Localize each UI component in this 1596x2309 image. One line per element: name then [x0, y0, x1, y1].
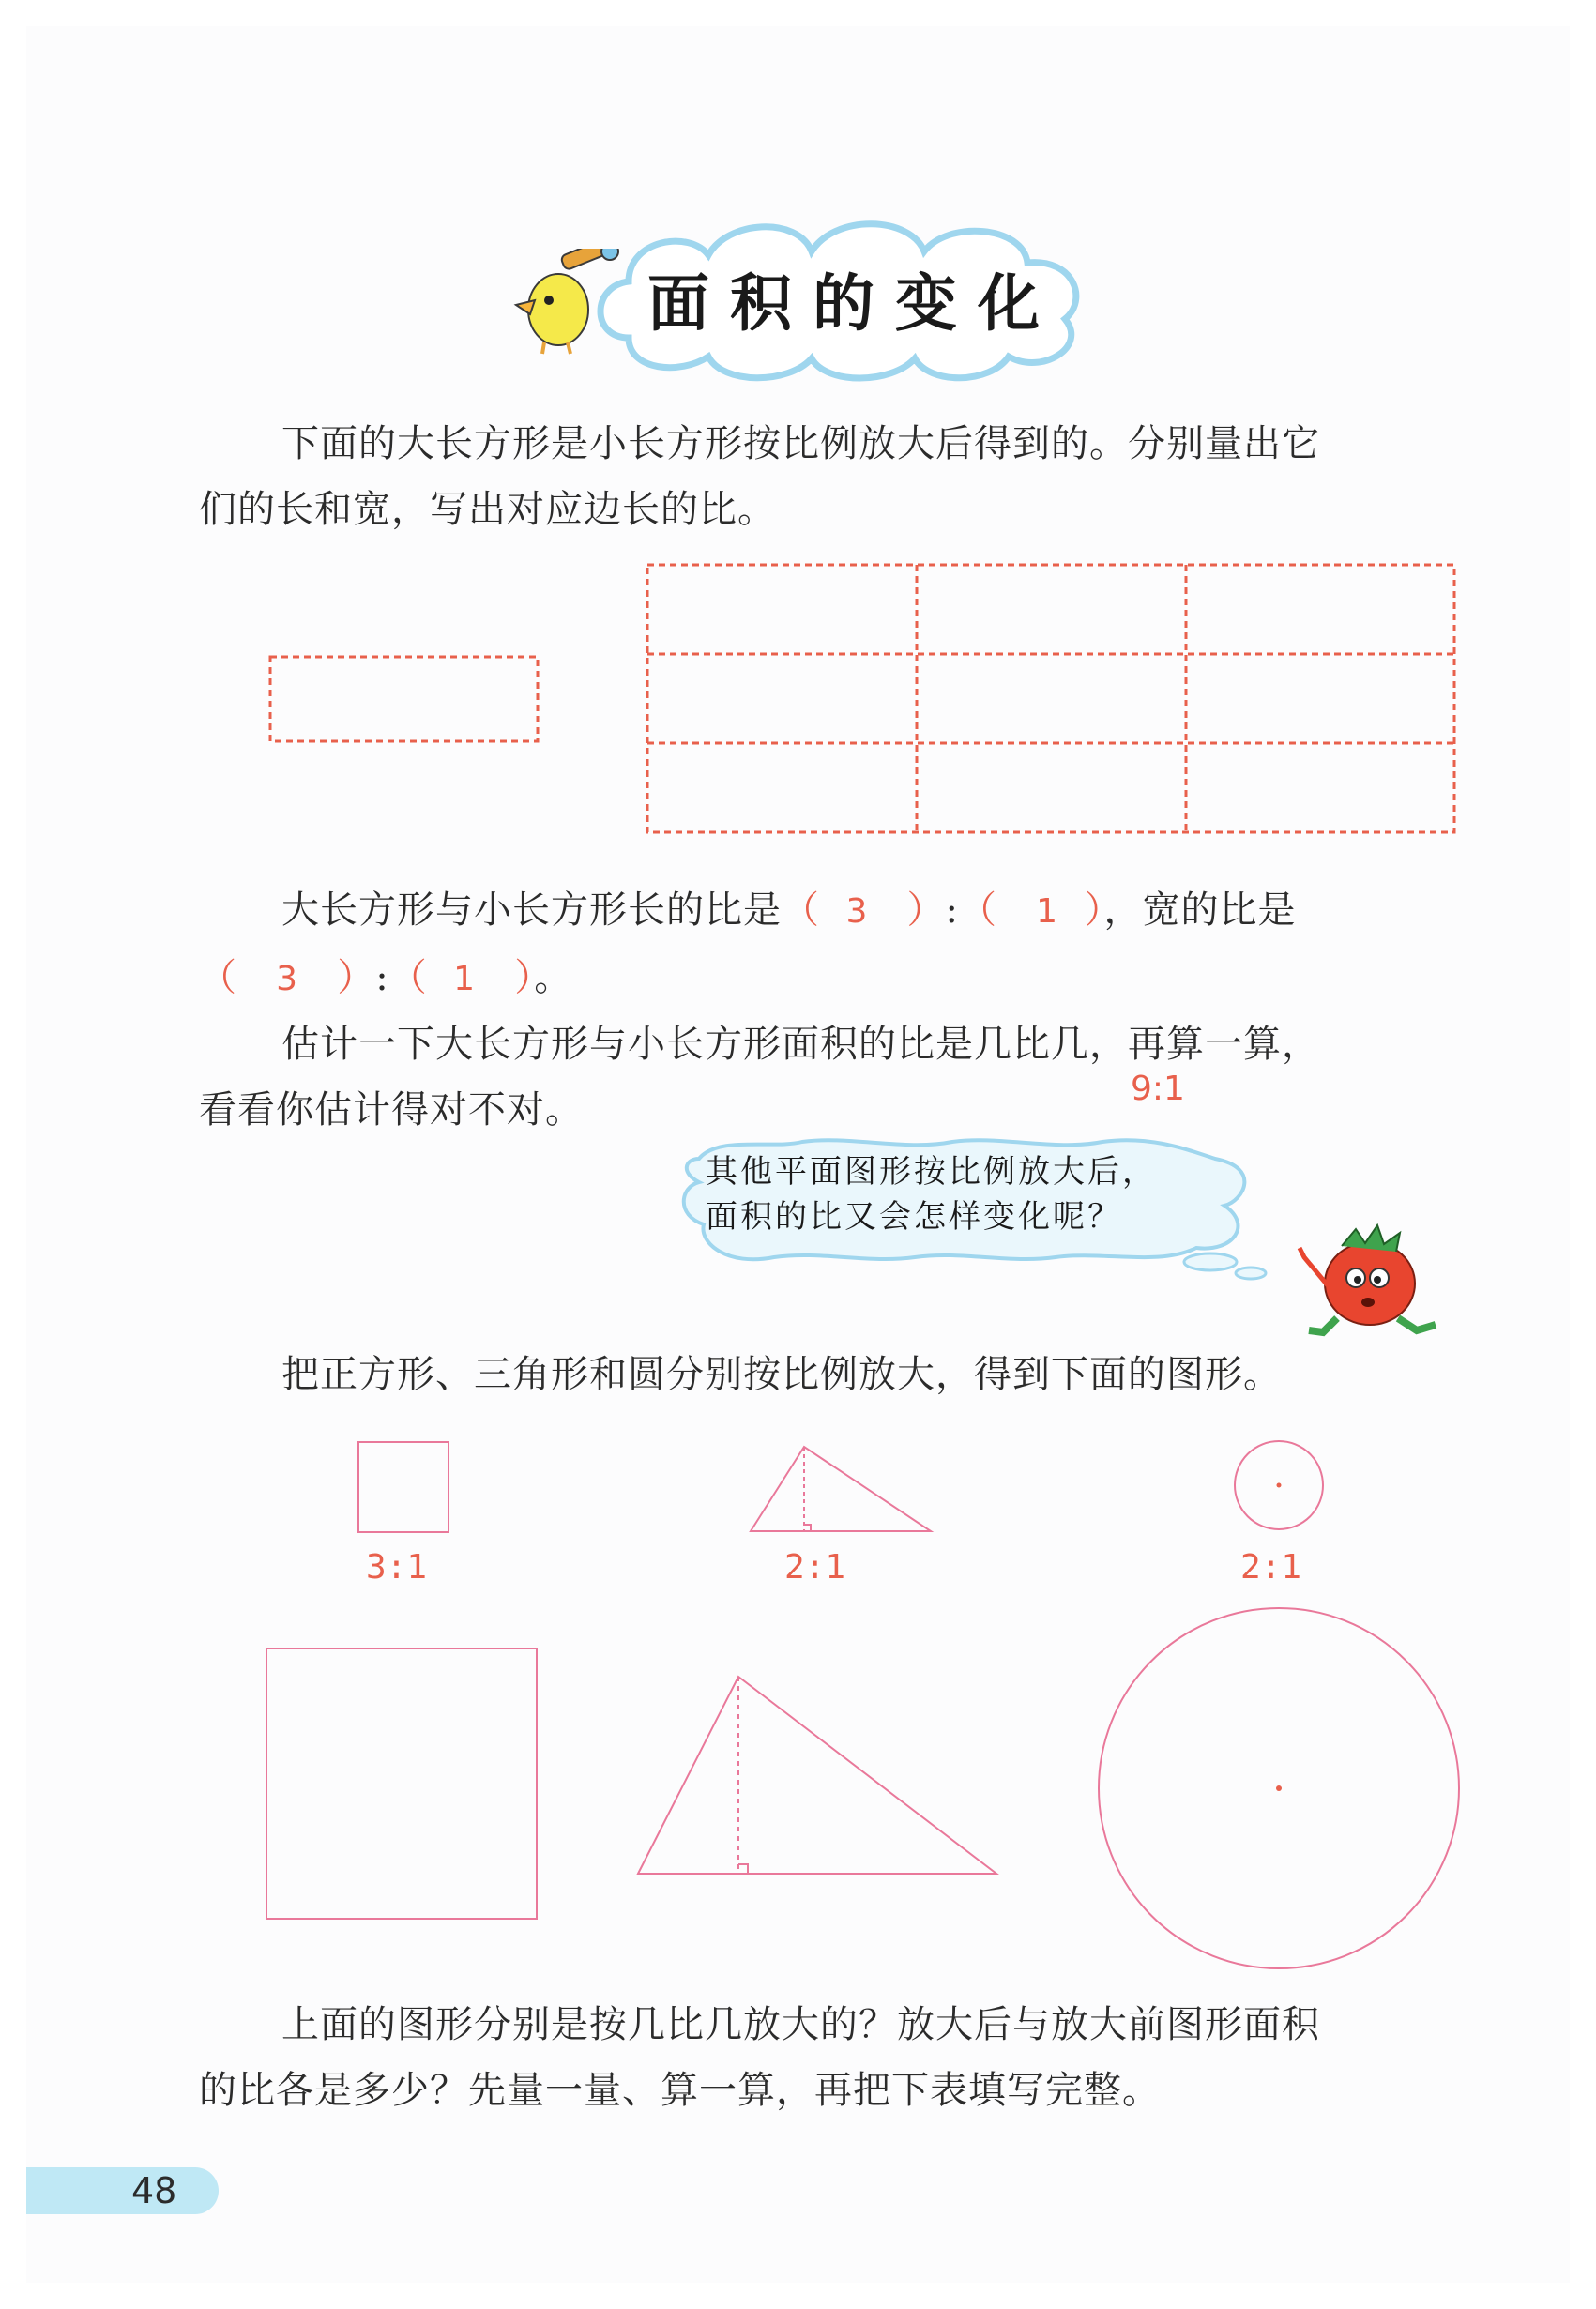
bubble-line-1: 其他平面图形按比例放大后，: [706, 1153, 1157, 1191]
small-circle: [1235, 1441, 1323, 1529]
estimate-paragraph: [199, 1011, 1460, 1143]
intro-line-1: 下面的大长方形是小长方形按比例放大后得到的。分别量出它: [281, 422, 1320, 465]
enlarged-shapes: [253, 1600, 1473, 1975]
large-circle: [1099, 1608, 1459, 1968]
length-ratio-right: 1: [1036, 892, 1059, 931]
large-triangle: [638, 1677, 996, 1874]
question-line-2: 的比各是多少？先量一量、算一算，再把下表填写完整。: [199, 2069, 1161, 2112]
question-line-1: 上面的图形分别是按几比几放大的？放大后与放大前图形面积: [281, 2003, 1320, 2046]
page-title: 面积的变化: [647, 267, 1060, 340]
estimate-line-1: 估计一下大长方形与小长方形面积的比是几比几，再算一算，: [281, 1023, 1320, 1066]
small-rectangle: [270, 657, 538, 741]
question-paragraph: [199, 1992, 1460, 2123]
width-ratio-right: 1: [453, 960, 477, 998]
ratio-text-end: 。: [534, 956, 573, 999]
bubble-line-2: 面积的比又会怎样变化呢？: [706, 1198, 1122, 1236]
page-number: 48: [131, 2170, 177, 2211]
square-ratio-label: 3:1: [366, 1548, 428, 1587]
shapes-intro-text: 把正方形、三角形和圆分别按比例放大，得到下面的图形。: [281, 1353, 1282, 1396]
ratio-text-1: 大长方形与小长方形长的比是: [281, 889, 782, 932]
intro-line-2: 们的长和宽，写出对应边长的比。: [199, 488, 776, 531]
rectangles-figure: [263, 554, 1473, 844]
page-number-tab: [26, 2167, 219, 2214]
width-ratio-left: 3: [276, 960, 299, 998]
small-triangle: [751, 1447, 931, 1531]
estimate-line-2: 看看你估计得对不对。: [199, 1088, 584, 1132]
triangle-ratio-label: 2:1: [784, 1548, 846, 1587]
ratio-paragraph: 大长方形与小长方形长的比是（ 3 ）:（ 1 ），宽的比是 （ 3 ）:（ 1 ）。: [199, 889, 1297, 999]
tomato-character-icon: [1285, 1220, 1450, 1342]
intro-paragraph: [199, 411, 1460, 542]
circle-ratio-label: 2:1: [1240, 1548, 1302, 1587]
chick-telescope-icon: [497, 249, 629, 361]
length-ratio-left: 3: [845, 892, 869, 931]
large-square: [266, 1648, 537, 1919]
large-rectangle-grid: [647, 565, 1454, 832]
ratio-text-2: ，宽的比是: [1103, 889, 1297, 932]
small-square: [358, 1442, 448, 1532]
thought-bubble-text: [706, 1149, 1157, 1239]
original-shapes: [347, 1436, 1342, 1548]
estimate-answer: 9:1: [1131, 1070, 1185, 1108]
shapes-intro-paragraph: [199, 1342, 1460, 1407]
